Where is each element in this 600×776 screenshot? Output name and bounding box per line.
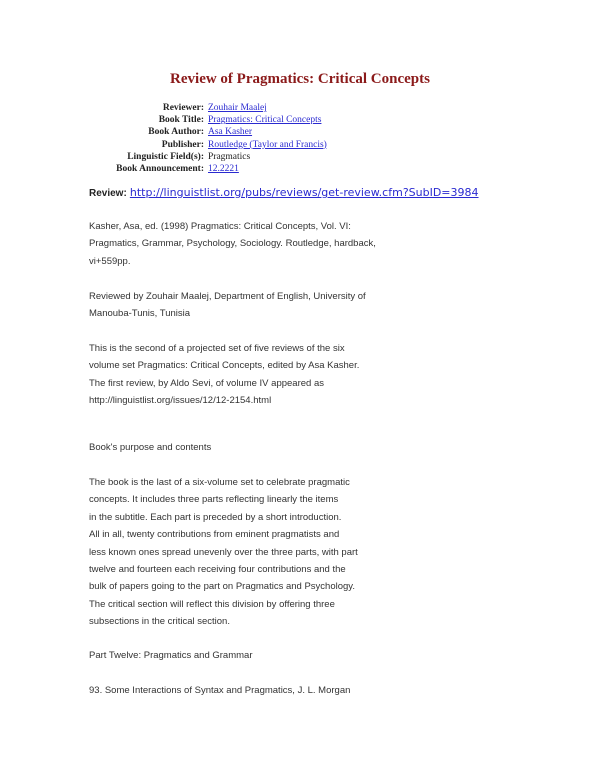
text-line: Reviewed by Zouhair Maalej, Department of English, University of: [89, 291, 366, 302]
text-line: Kasher, Asa, ed. (1998) Pragmatics: Critical Concepts, Vol. VI:: [89, 221, 351, 232]
text-line: volume set Pragmatics: Critical Concepts, edited by Asa Kasher.: [89, 360, 360, 372]
text-line: bulk of papers going to the part on Pragmatics and Psychology.: [89, 581, 355, 593]
text-line: vi+559pp.: [89, 255, 131, 267]
meta-key: Book Title:: [158, 115, 204, 126]
text-line: twelve and fourteen each receiving four contributions and the: [89, 564, 346, 576]
review-url-line: [89, 186, 479, 199]
contents-paragraph: [89, 474, 519, 631]
meta-key: Linguistic Field(s):: [127, 151, 204, 162]
meta-row-book-announcement: [100, 163, 327, 175]
book-title-link[interactable]: Pragmatics: Critical Concepts: [208, 115, 322, 126]
text-line: The critical section will reflect this division by offering three: [89, 598, 335, 610]
book-author-link[interactable]: Asa Kasher: [208, 127, 253, 138]
text-line: This is the second of a projected set of five reviews of the six: [89, 343, 345, 354]
text-line: less known ones spread unevenly over the three parts, with part: [89, 546, 358, 558]
text-line: subsections in the critical section.: [89, 616, 230, 628]
meta-row-publisher: [100, 139, 327, 151]
text-line: The first review, by Aldo Sevi, of volume IV appeared as: [89, 377, 324, 389]
meta-key: Book Announcement:: [116, 164, 204, 175]
page-title: Review of Pragmatics: Critical Concepts: [170, 71, 430, 87]
meta-row-linguistic-field: [100, 151, 327, 163]
citation-paragraph: [89, 218, 519, 270]
book-announcement-link[interactable]: 12.2221: [208, 164, 239, 175]
metadata-table: [100, 102, 327, 175]
meta-key: Book Author:: [148, 127, 204, 138]
text-line: http://linguistlist.org/issues/12/12-2154.html: [89, 395, 272, 407]
chapter-heading: [89, 682, 519, 699]
text-line: concepts. It includes three parts reflecting linearly the items: [89, 494, 339, 506]
intro-paragraph: [89, 340, 519, 410]
linguistic-field-value: Pragmatics: [208, 151, 251, 162]
text-line: Part Twelve: Pragmatics and Grammar: [89, 650, 253, 661]
publisher-link[interactable]: Routledge (Taylor and Francis): [208, 139, 327, 150]
meta-row-book-title: [100, 114, 327, 126]
text-line: 93. Some Interactions of Syntax and Pragmatics, J. L. Morgan: [89, 685, 351, 696]
meta-key: Publisher:: [161, 139, 204, 150]
section-heading-part-twelve: [89, 647, 519, 664]
text-line: Manouba-Tunis, Tunisia: [89, 308, 191, 320]
review-label: Review:: [89, 188, 127, 199]
reviewer-paragraph: [89, 288, 519, 323]
text-line: in the subtitle. Each part is preceded by a short introduction.: [89, 511, 342, 523]
text-line: All in all, twenty contributions from eminent pragmatists and: [89, 529, 340, 541]
reviewer-link[interactable]: Zouhair Maalej: [208, 103, 267, 113]
meta-row-book-author: [100, 126, 327, 138]
review-url-link[interactable]: http://linguistlist.org/pubs/reviews/get-review.cfm?SubID=3984: [129, 186, 479, 199]
text-line: Book's purpose and contents: [89, 442, 212, 453]
meta-row-reviewer: [100, 102, 327, 114]
section-heading-purpose: [89, 439, 519, 456]
meta-key: Reviewer:: [162, 103, 204, 113]
text-line: The book is the last of a six-volume set to celebrate pragmatic: [89, 477, 350, 488]
text-line: Pragmatics, Grammar, Psychology, Sociology. Routledge, hardback,: [89, 238, 376, 250]
